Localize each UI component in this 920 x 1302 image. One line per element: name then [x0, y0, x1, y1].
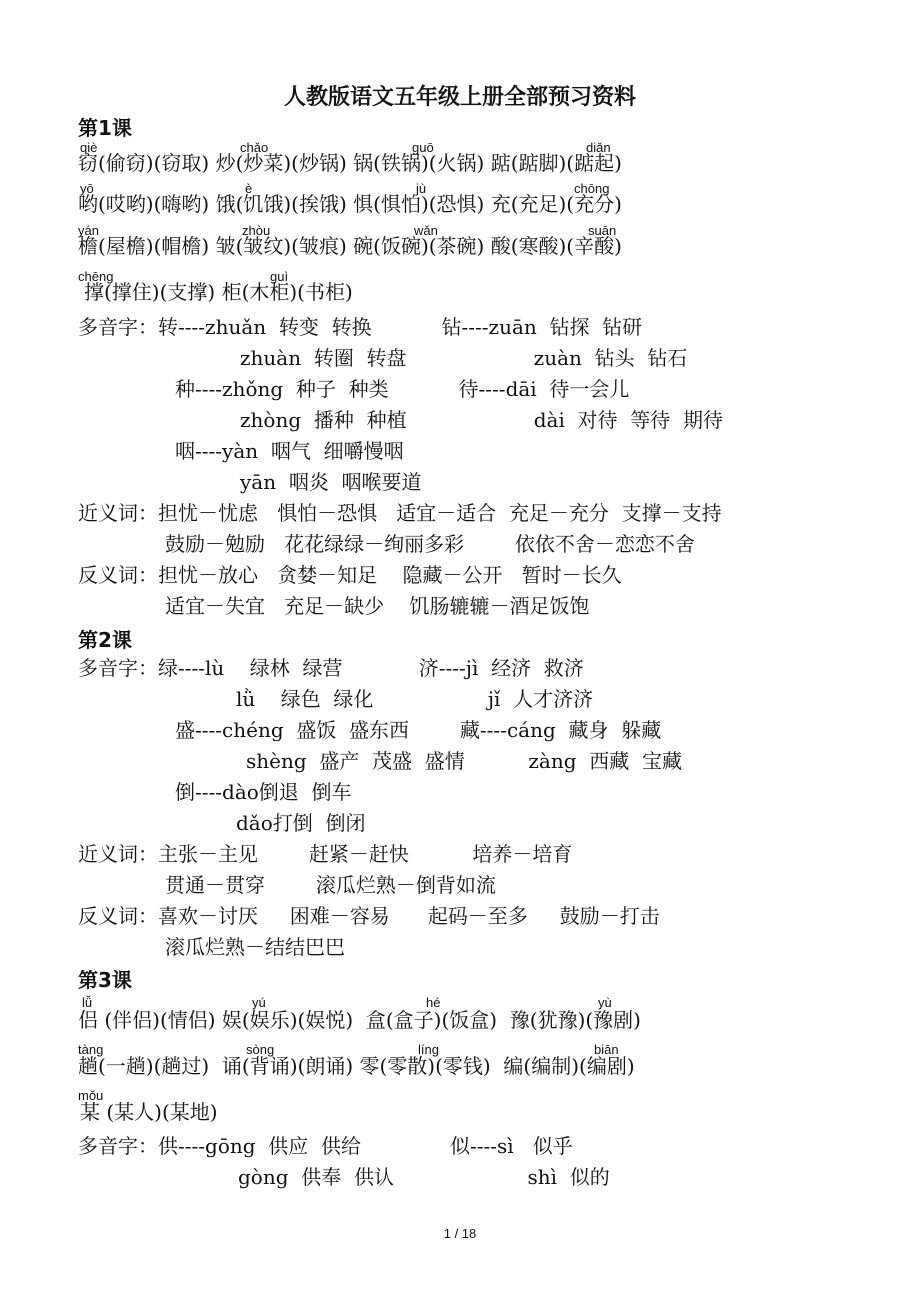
- polyphone-line: 多音字：供----gōng 供应 供给 似----sì 似乎: [78, 1134, 573, 1158]
- antonym-line: 反义词：担忧－放心 贪婪－知足 隐藏－公开 暂时－长久: [78, 563, 622, 587]
- pinyin: lǚ: [82, 995, 93, 1010]
- polyphone-line: 盛----chéng 盛饭 盛东西 藏----cáng 藏身 躲藏: [175, 718, 662, 742]
- char-line: 趟(一趟)(趟过) 诵(背诵)(朗诵) 零(零散)(零钱) 编(编制)(编剧): [78, 1054, 635, 1078]
- pinyin: qiè: [80, 140, 98, 155]
- pinyin: yù: [598, 995, 612, 1010]
- synonym-line: 贯通－贯穿 滚瓜烂熟－倒背如流: [165, 873, 496, 897]
- pinyin: yú: [252, 995, 266, 1010]
- pinyin: wǎn: [414, 223, 438, 238]
- page-title: 人教版语文五年级上册全部预习资料: [283, 85, 636, 110]
- pinyin: hé: [426, 995, 441, 1010]
- pinyin: mǒu: [78, 1088, 104, 1103]
- char-line: 窃(偷窃)(窃取) 炒(炒菜)(炒锅) 锅(铁锅)(火锅) 踮(踮脚)(踮起): [78, 151, 622, 175]
- char-line: 某 (某人)(某地): [80, 1100, 218, 1124]
- lesson-heading-1: 第1课: [78, 116, 132, 140]
- pinyin: líng: [418, 1042, 439, 1057]
- polyphone-line: 咽----yàn 咽气 细嚼慢咽: [175, 439, 404, 463]
- antonym-line: 反义词：喜欢－讨厌 困难－容易 起码－至多 鼓励－打击: [78, 904, 660, 928]
- antonym-line: 滚瓜烂熟－结结巴巴: [165, 935, 345, 959]
- char-line: 侣 (伴侣)(情侣) 娱(娱乐)(娱悦) 盒(盒子)(饭盒) 豫(犹豫)(豫剧): [78, 1008, 641, 1032]
- polyphone-line: zhuàn 转圈 转盘 zuàn 钻头 钻石: [240, 346, 688, 370]
- antonym-line: 适宜－失宜 充足－缺少 饥肠辘辘－酒足饭饱: [165, 594, 590, 618]
- polyphone-line: 倒----dào倒退 倒车: [175, 780, 352, 804]
- pinyin: biān: [594, 1042, 619, 1057]
- pinyin: è: [245, 181, 253, 196]
- char-line: 檐(屋檐)(帽檐) 皱(皱纹)(皱痕) 碗(饭碗)(茶碗) 酸(寒酸)(辛酸): [78, 234, 622, 258]
- char-line: 哟(哎哟)(嗨哟) 饿(饥饿)(挨饿) 惧(惧怕)(恐惧) 充(充足)(充分): [78, 192, 622, 216]
- polyphone-line: gòng 供奉 供认 shì 似的: [238, 1165, 610, 1189]
- pinyin: yō: [80, 181, 94, 196]
- polyphone-line: zhòng 播种 种植 dài 对待 等待 期待: [240, 408, 723, 432]
- pinyin: jù: [416, 181, 427, 196]
- polyphone-line: 多音字：转----zhuǎn 转变 转换 钻----zuān 钻探 钻研: [78, 315, 643, 339]
- lesson-heading-2: 第2课: [78, 628, 132, 652]
- pinyin: yán: [78, 223, 99, 238]
- polyphone-line: yān 咽炎 咽喉要道: [240, 470, 422, 494]
- pinyin: chǎo: [240, 140, 269, 155]
- pinyin: sòng: [246, 1042, 275, 1057]
- pinyin: suān: [588, 223, 617, 238]
- polyphone-line: dǎo打倒 倒闭: [236, 811, 366, 835]
- synonym-line: 近义词：担忧－忧虑 惧怕－恐惧 适宜－适合 充足－充分 支撑－支持: [78, 501, 722, 525]
- pinyin: diǎn: [586, 140, 611, 155]
- polyphone-line: 多音字：绿----lù 绿林 绿营 济----jì 经济 救济: [78, 656, 584, 680]
- pinyin: zhòu: [242, 223, 271, 238]
- char-line: 撑(撑住)(支撑) 柜(木柜)(书柜): [84, 280, 353, 304]
- pinyin: chōng: [574, 181, 610, 196]
- polyphone-line: 种----zhǒng 种子 种类 待----dāi 待一会儿: [175, 377, 630, 401]
- synonym-line: 近义词：主张－主见 赶紧－赶快 培养－培育: [78, 842, 573, 866]
- polyphone-line: lǜ 绿色 绿化 jǐ 人才济济: [236, 687, 594, 711]
- pinyin: guì: [270, 269, 289, 284]
- polyphone-line: shèng 盛产 茂盛 盛情 zàng 西藏 宝藏: [246, 749, 682, 773]
- page-number: 1 / 18: [443, 1226, 477, 1241]
- synonym-line: 鼓励－勉励 花花绿绿－绚丽多彩 依依不舍－恋恋不舍: [165, 532, 695, 556]
- pinyin: chēng: [78, 269, 114, 284]
- pinyin: tàng: [78, 1042, 104, 1057]
- pinyin: guō: [412, 140, 434, 155]
- lesson-heading-3: 第3课: [78, 968, 132, 992]
